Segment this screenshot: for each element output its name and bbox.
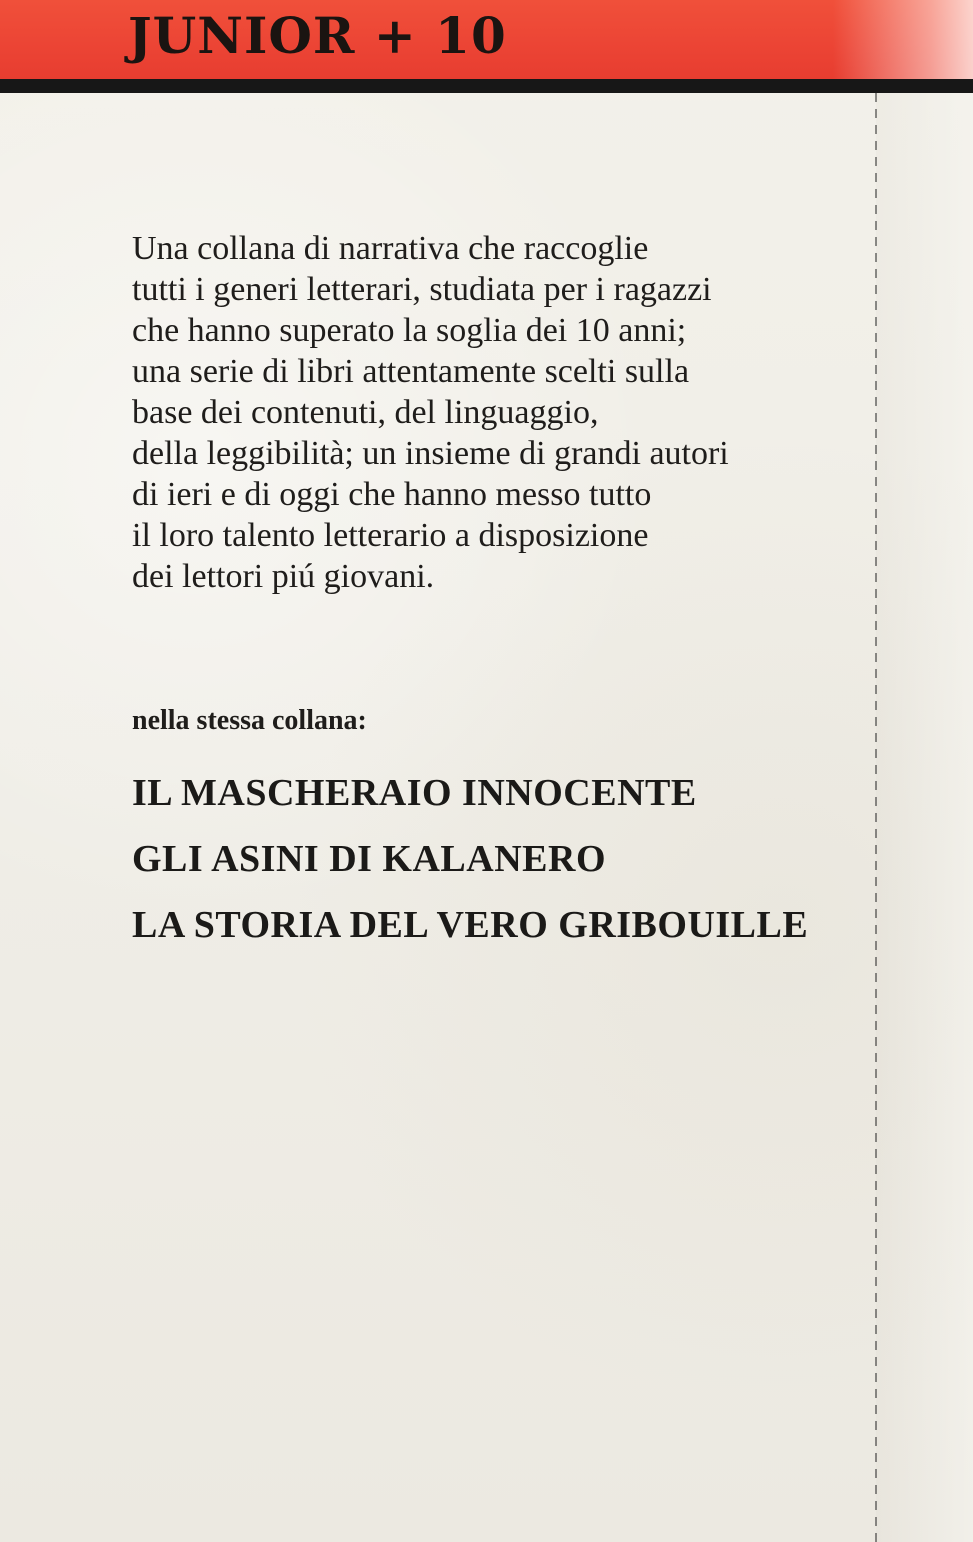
description-line: il loro talento letterario a disposizione <box>132 517 649 554</box>
series-title: JUNIOR + 10 <box>128 6 507 65</box>
description-line: Una collana di narrativa che raccoglie <box>132 230 649 267</box>
description-line: tutti i generi letterari, studiata per i ragazzi <box>132 271 712 308</box>
book-title: IL MASCHERAIO INNOCENTE <box>132 772 697 814</box>
book-title: LA STORIA DEL VERO GRIBOUILLE <box>132 904 809 946</box>
description-line: dei lettori piú giovani. <box>132 558 435 595</box>
description-line: della leggibilità; un insieme di grandi autori <box>132 435 729 472</box>
book-title: GLI ASINI DI KALANERO <box>132 838 606 880</box>
header-band <box>0 0 973 79</box>
description-line: base dei contenuti, del linguaggio, <box>132 394 599 431</box>
same-series-heading: nella stessa collana: <box>132 705 367 736</box>
same-series-book-list <box>132 760 808 958</box>
description-line: che hanno superato la soglia dei 10 anni; <box>132 312 687 349</box>
description-line: di ieri e di oggi che hanno messo tutto <box>132 476 652 513</box>
spine-fold-line <box>875 93 877 1542</box>
header-rule <box>0 79 973 93</box>
spine-shade <box>876 93 973 1542</box>
description-line: una serie di libri attentamente scelti sulla <box>132 353 690 390</box>
series-description <box>132 228 729 597</box>
